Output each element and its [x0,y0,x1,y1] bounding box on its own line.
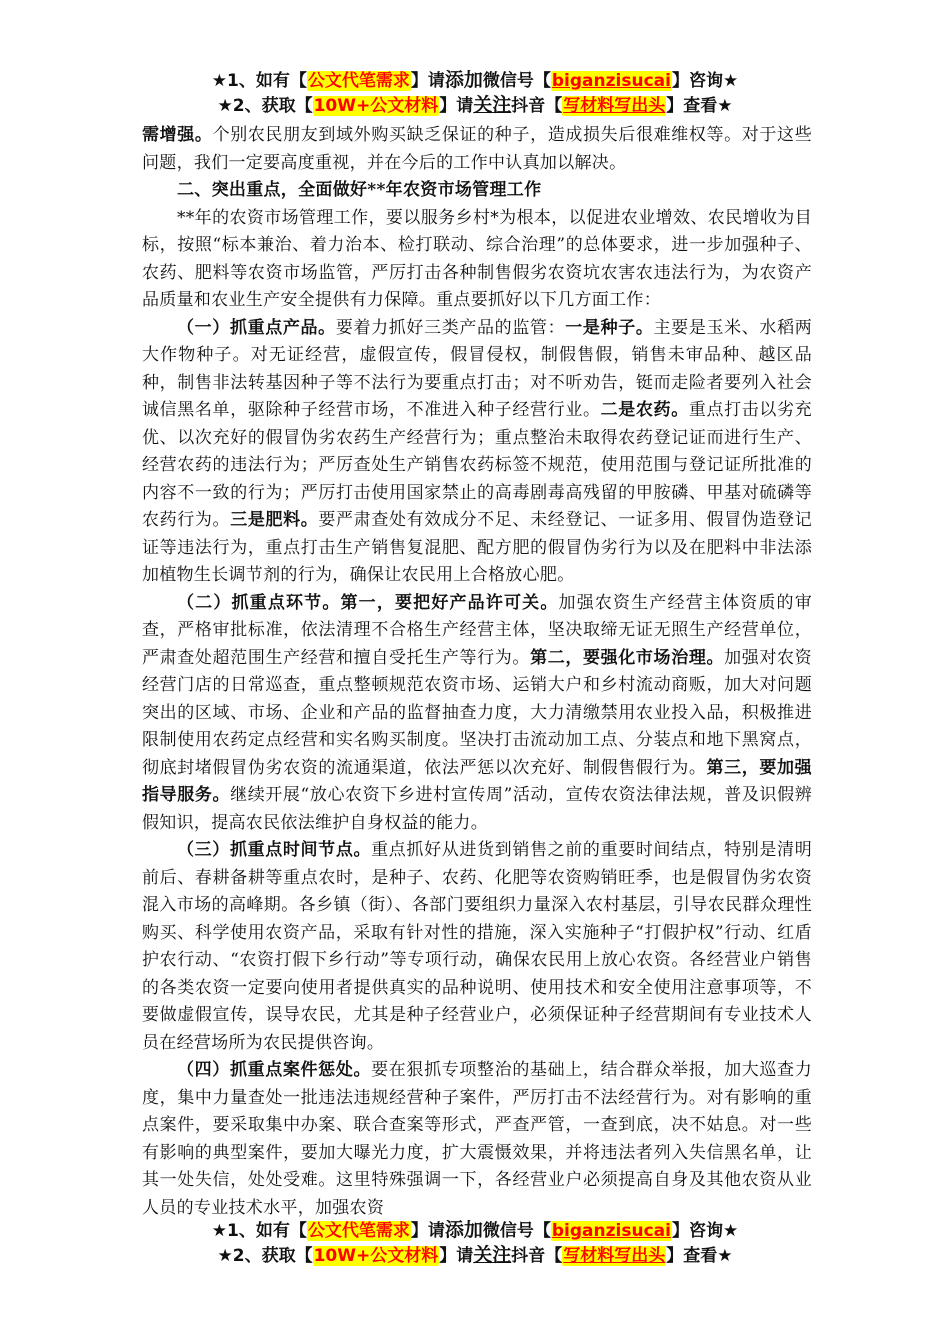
section-heading: 二、突出重点，全面做好**年农资市场管理工作 [177,180,542,200]
banner-text: 】请 [410,1221,445,1241]
banner-text: ★1、如有【 [211,1221,307,1241]
paragraph-key-links [142,590,812,838]
banner-emphasis: 添加 [444,1219,483,1241]
banner-emphasis: 关注 [473,94,512,116]
bold-phrase: （四）抓重点案件惩处。 [177,1060,372,1080]
paragraph-text: 加强农资生产经营主体资质的审查，严格审批标准，依法清理不合格生产经营主体，坚决取缔无证无照生产经营单位，严肃查处超范围生产经营和擅自受托生产等行为。 [142,592,813,668]
banner-emphasis: 添加 [444,69,483,91]
bold-phrase: （二）抓重点环节。 [177,592,341,613]
top-banner-line-2 [0,93,950,118]
banner-text: ★2、获取【 [217,96,313,116]
bold-phrase: （一）抓重点产品。 [177,317,336,338]
ghostwriting-highlight: 公文代笔需求 [307,1221,410,1241]
banner-text: 】咨询★ [671,71,739,91]
materials-highlight: 10W+公文材料 [313,1246,439,1266]
bold-phrase: 第三，要加强指导服务。 [142,757,812,805]
banner-text: 】查看★ [666,1246,733,1266]
bottom-banner-line-2 [0,1243,950,1268]
banner-text: ★2、获取【 [217,1246,313,1266]
bold-phrase: （三）抓重点时间节点。 [177,840,372,860]
banner-text: 抖音【 [511,96,563,116]
paragraph-text: 重点抓好从进货到销售之前的重要时间结点，特别是清明前后、春耕备耕等重点农时，是种子、农药、化肥等农资购销旺季，也是假冒伪劣农资混入市场的高峰期。各乡镇（街）、各部门要组织力量深入农村基层，引导农民群众理性购买、科学使用农资产品，采取有针对性的措施，深入实施种子“打假护权”行动、红盾护农行动、“农资打假下乡行动”等专项行动，确保农民用上放心农资。各经营业户销售的各类农资一定要向使用者提供真实的品种说明、使用技术和安全使用注意事项等，不要做虚假宣传，误导农民，尤其是种子经营业户，必须保证种子经营期间有专业技术人员在经营场所为农民提供咨询。 [142,840,812,1053]
banner-text: 抖音【 [511,1246,563,1266]
paragraph-text: 重点打击以劣充优、以次充好的假冒伪劣农药生产经营行为；重点整治未取得农药登记证而进行生产、经营农药的违法行为；严厉查处生产销售农药标签不规范，使用范围与登记证所批准的内容不一致的行为；严厉打击使用国家禁止的高毒剧毒高残留的甲胺磷、甲基对硫磷等农药行为。 [142,400,812,530]
douyin-account-link[interactable]: 写材料写出头 [563,96,666,116]
bold-phrase: 第一，要把好产品许可关。 [340,592,559,613]
bold-phrase: 三是肥料。 [230,510,319,530]
paragraph-text: 主要是玉米、水稻两大作物种子。对无证经营，虚假宣传，假冒侵权，制假售假，销售未审品种、越区品种，制售非法转基因种子等不法行为要重点打击；对不听劝告，铤而走险者要列入社会诚信黑名单，驱除种子经营市场，不准进入种子经营行业。 [142,317,813,420]
paragraph-key-products [142,315,812,590]
wechat-id-link[interactable]: biganzisucai [551,1221,671,1241]
banner-text: 】请 [439,96,474,116]
ghostwriting-highlight: 公文代笔需求 [307,71,410,91]
paragraph-intro [142,122,812,177]
materials-highlight: 10W+公文材料 [313,96,439,116]
bold-phrase: 二是农药。 [600,400,689,420]
bold-phrase: 第二，要强化市场治理。 [530,647,725,668]
douyin-account-link[interactable]: 写材料写出头 [563,1246,666,1266]
paragraph-text: 要严肃查处有效成分不足、未经登记、一证多用、假冒伪造登记证等违法行为，重点打击生产销售复混肥、配方肥的假冒伪劣行为以及在肥料中非法添加植物生长调节剂的行为，确保让农民用上合格放心肥。 [142,510,812,585]
banner-text: ★1、如有【 [211,71,307,91]
banner-text: 】查看★ [666,96,733,116]
bottom-banner-line-1 [0,1218,950,1243]
banner-text: 微信号【 [482,71,551,91]
paragraph-key-timing [142,837,812,1057]
paragraph-text: 要在狠抓专项整治的基础上，结合群众举报，加大巡查力度，集中力量查处一批违法违规经营种子案件，严厉打击不法经营行为。对有影响的重点案件，要采取集中办案、联合查案等形式，严查严管，一查到底，决不姑息。对一些有影响的典型案件，要加大曝光力度，扩大震慑效果，并将违法者列入失信黑名单，让其一处失信，处处受难。这里特殊强调一下，各经营业户必须提高自身及其他农资从业人员的专业技术水平，加强农资 [142,1060,812,1218]
banner-text: 】咨询★ [671,1221,739,1241]
banner-text: 】请 [410,71,445,91]
wechat-id-link[interactable]: biganzisucai [551,71,671,91]
top-banner-line-1 [0,68,950,93]
paragraph-text: 个别农民朋友到域外购买缺乏保证的种子，造成损失后很难维权等。对于这些问题，我们一定要高度重视，并在今后的工作中认真加以解决。 [142,125,812,173]
banner-text: 】请 [439,1246,474,1266]
paragraph-key-cases [142,1057,812,1222]
bold-phrase: 一是种子。 [565,317,654,338]
document-body [142,122,812,1222]
banner-emphasis: 关注 [473,1244,512,1266]
paragraph-text: 要着力抓好三类产品的监管： [335,317,566,338]
paragraph-text: 继续开展“放心农资下乡进村宣传周”活动，宣传农资法律法规，普及识假辨假知识，提高农民依法维护自身权益的能力。 [142,785,812,833]
paragraph-overview: **年的农资市场管理工作，要以服务乡村*为根本，以促进农业增效、农民增收为目标，按照“标本兼治、着力治本、检打联动、综合治理”的总体要求，进一步加强种子、农药、肥料等农资市场监管，严厉打击各种制售假劣农资坑农害农违法行为，为农资产品质量和农业生产安全提供有力保障。重点要抓好以下几方面工作： [142,207,812,310]
bold-phrase: 需增强。 [142,125,213,145]
banner-text: 微信号【 [482,1221,551,1241]
paragraph-text: 加强对农资经营门店的日常巡查，重点整顿规范农资市场、运销大户和乡村流动商贩，加大对问题突出的区域、市场、企业和产品的监督抽查力度，大力清缴禁用农业投入品，积极推进限制使用农药定点经营和实名购买制度。坚决打击流动加工点、分装点和地下黑窝点，彻底封堵假冒伪劣农资的流通渠道，依法严惩以次充好、制假售假行为。 [142,647,812,778]
